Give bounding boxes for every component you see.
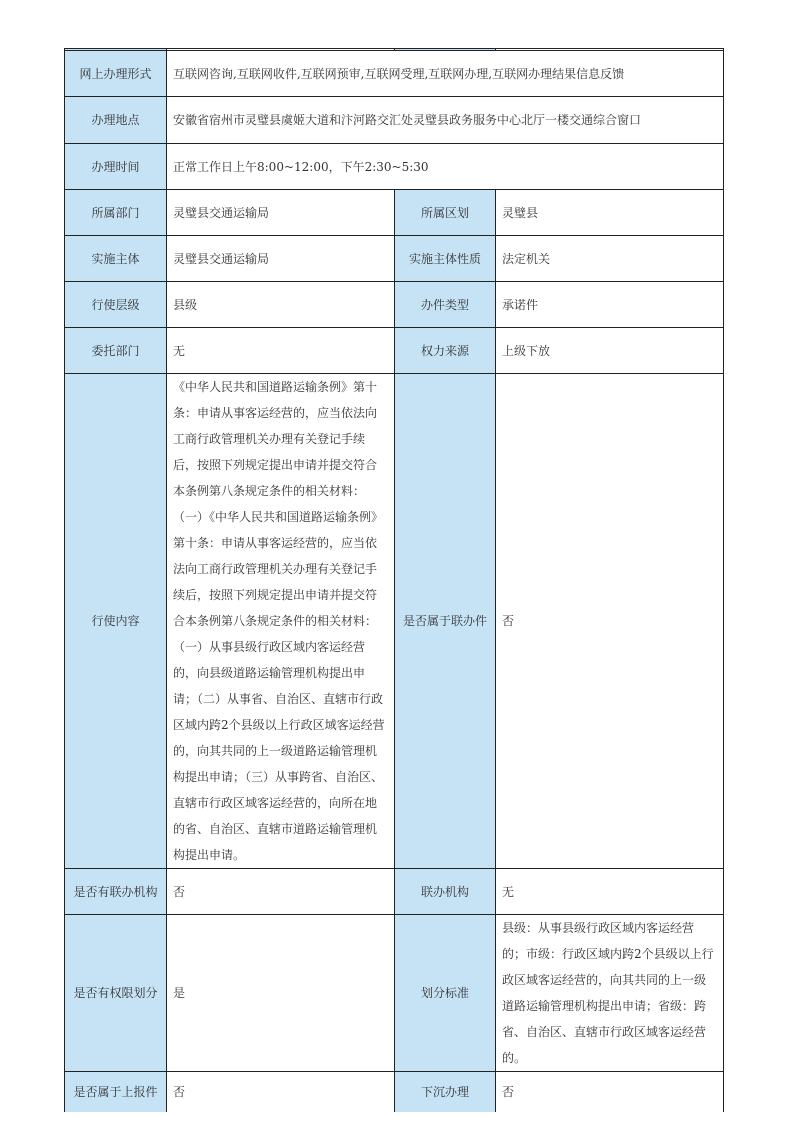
table-row xyxy=(65,328,724,374)
table-row xyxy=(65,190,724,236)
joint-org-flag-value: 否 xyxy=(167,869,395,915)
case-type-label: 办件类型 xyxy=(395,282,496,328)
table-row xyxy=(65,97,724,144)
subject-nature-label: 实施主体性质 xyxy=(395,236,496,282)
location-label: 办理地点 xyxy=(65,97,167,144)
joint-org-value: 无 xyxy=(496,869,724,915)
joint-org-label: 联办机构 xyxy=(395,869,496,915)
power-source-value: 上级下放 xyxy=(496,328,724,374)
subject-nature-value: 法定机关 xyxy=(496,236,724,282)
location-value: 安徽省宿州市灵璧县虞姬大道和汴河路交汇处灵璧县政务服务中心北厅一楼交通综合窗口 xyxy=(167,97,724,144)
dept-label: 所属部门 xyxy=(65,190,167,236)
table-row xyxy=(65,869,724,915)
level-value: 县级 xyxy=(167,282,395,328)
report-label: 是否属于上报件 xyxy=(65,1072,167,1112)
table-row xyxy=(65,144,724,190)
joint-case-label: 是否属于联办件 xyxy=(395,374,496,869)
region-value: 灵璧县 xyxy=(496,190,724,236)
hours-label: 办理时间 xyxy=(65,144,167,190)
joint-case-value: 否 xyxy=(496,374,724,869)
table-row xyxy=(65,51,724,97)
online-form-value: 互联网咨询,互联网收件,互联网预审,互联网受理,互联网办理,互联网办理结果信息反馈 xyxy=(167,51,724,97)
hours-value: 正常工作日上午8:00~12:00，下午2:30~5:30 xyxy=(167,144,724,190)
power-source-label: 权力来源 xyxy=(395,328,496,374)
delegate-label: 委托部门 xyxy=(65,328,167,374)
table-row xyxy=(65,915,724,1072)
subject-label: 实施主体 xyxy=(65,236,167,282)
level-label: 行使层级 xyxy=(65,282,167,328)
sink-handling-value: 否 xyxy=(496,1072,724,1112)
service-info-table xyxy=(64,48,724,1112)
table-row xyxy=(65,282,724,328)
delegate-value: 无 xyxy=(167,328,395,374)
table-row xyxy=(65,374,724,869)
table-row xyxy=(65,236,724,282)
case-type-value: 承诺件 xyxy=(496,282,724,328)
content-label: 行使内容 xyxy=(65,374,167,869)
authority-flag-label: 是否有权限划分 xyxy=(65,915,167,1072)
joint-org-flag-label: 是否有联办机构 xyxy=(65,869,167,915)
authority-flag-value: 是 xyxy=(167,915,395,1072)
table-row xyxy=(65,1072,724,1112)
report-value: 否 xyxy=(167,1072,395,1112)
sink-handling-label: 下沉办理 xyxy=(395,1072,496,1112)
content-value: 《中华人民共和国道路运输条例》第十条：申请从事客运经营的，应当依法向工商行政管理机关办理有关登记手续后，按照下列规定提出申请并提交符合本条例第八条规定条件的相关材料：（一）《中华人民共和国道路运输条例》第十条：申请从事客运经营的，应当依法向工商行政管理机关办理有关登记手续后，按照下列规定提出申请并提交符合本条例第八条规定条件的相关材料：（一）从事县级行政区域内客运经营的，向县级道路运输管理机构提出申请；（二）从事省、自治区、直辖市行政区域内跨2个县级以上行政区域客运经营的，向其共同的上一级道路运输管理机构提出申请；（三）从事跨省、自治区、直辖市行政区域客运经营的，向所在地的省、自治区、直辖市道路运输管理机构提出申请。 xyxy=(167,374,395,869)
division-standard-label: 划分标准 xyxy=(395,915,496,1072)
subject-value: 灵璧县交通运输局 xyxy=(167,236,395,282)
region-label: 所属区划 xyxy=(395,190,496,236)
division-standard-value: 县级：从事县级行政区域内客运经营的；市级：行政区域内跨2个县级以上行政区域客运经营的，向其共同的上一级道路运输管理机构提出申请；省级：跨省、自治区、直辖市行政区域客运经营的。 xyxy=(496,915,724,1072)
online-form-label: 网上办理形式 xyxy=(65,51,167,97)
dept-value: 灵璧县交通运输局 xyxy=(167,190,395,236)
